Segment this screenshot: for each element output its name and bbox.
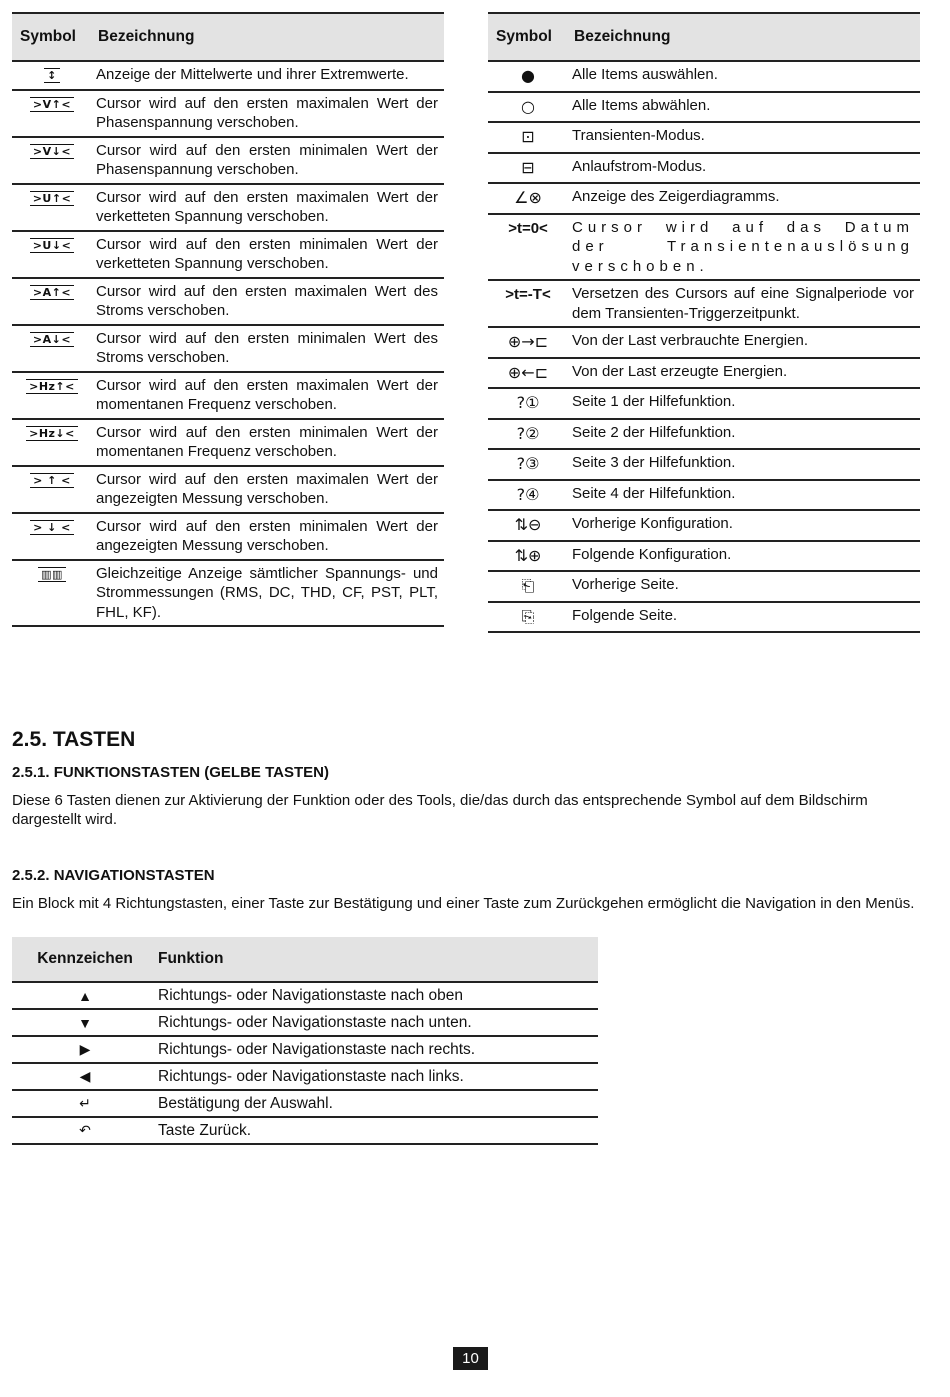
symbol-cell [12,184,90,231]
symbol-cell [488,183,566,214]
symbol-cell [12,372,90,419]
function-column-header: Funktion [158,937,598,982]
help-page-4-icon: ?④ [516,484,540,504]
table-row [12,325,444,372]
cursor-max-current-icon: >A↑< [30,285,74,300]
table-row [488,388,920,419]
symbol-cell [12,137,90,184]
table-row [12,1063,598,1090]
previous-configuration-icon: ⇅⊖ [514,515,542,534]
table-row [488,183,920,214]
right-symbol-table [488,12,920,633]
table-row [488,358,920,389]
select-all-icon: ● [521,66,535,85]
table-row [12,982,598,1009]
description-cell: Cursor wird auf den ersten maximalen Wert der momentanen Frequenz verschoben. [90,372,444,419]
table-row [12,1090,598,1117]
table-row [488,61,920,92]
function-cell: Bestätigung der Auswahl. [158,1090,598,1117]
table-row [12,419,444,466]
description-cell: Cursor wird auf den ersten minimalen Wert der angezeigten Messung verschoben. [90,513,444,560]
navigation-keys-text: Ein Block mit 4 Richtungstasten, einer Taste zur Bestätigung und einer Taste zum Zurückgehen ermöglicht die Navigation in den Menüs. [12,895,915,912]
table-row [488,153,920,184]
description-cell: Cursor wird auf den ersten maximalen Wert der angezeigten Messung verschoben. [90,466,444,513]
function-cell: Taste Zurück. [158,1117,598,1144]
table-row [12,137,444,184]
arrow-left-icon: ◀ [12,1063,158,1090]
arrow-up-icon: ▲ [12,982,158,1009]
symbol-cell [488,510,566,541]
cursor-max-phase-voltage-icon: >V↑< [30,97,74,112]
energy-generated-icon: ⊕←⊏ [507,362,549,382]
symbol-cell [12,325,90,372]
table-row [12,466,444,513]
enter-icon: ↵ [12,1090,158,1117]
cursor-min-phase-voltage-icon: >V↓< [30,144,74,159]
function-cell: Richtungs- oder Navigationstaste nach links. [158,1063,598,1090]
description-cell: Gleichzeitige Anzeige sämtlicher Spannungs- und Strommessungen (RMS, DC, THD, CF, PST, PLT, FHL, KF). [90,560,444,627]
cursor-min-frequency-icon: >Hz↓< [26,426,78,441]
cursor-min-measurement-icon: > ↓ < [30,520,74,535]
table-row [12,1009,598,1036]
description-cell: Cursor wird auf den ersten minimalen Wert des Stroms verschoben. [90,325,444,372]
help-page-1-icon: ?① [516,393,540,412]
energy-consumed-icon: ⊕→⊏ [507,332,549,351]
key-column-header: Kennzeichen [12,937,158,982]
symbol-cell [488,480,566,511]
table-row [488,122,920,153]
table-header-row [12,13,444,61]
symbol-cell [488,280,566,327]
symbol-cell [488,214,566,281]
symbol-cell [12,61,90,90]
symbol-cell [12,90,90,137]
function-cell: Richtungs- oder Navigationstaste nach rechts. [158,1036,598,1063]
description-cell: Anzeige des Zeigerdiagramms. [566,183,920,214]
table-row [488,510,920,541]
label-column-header: Bezeichnung [90,13,444,61]
table-row [488,327,920,358]
table-row [12,61,444,90]
cursor-min-line-voltage-icon: >U↓< [30,238,75,253]
table-row [488,602,920,633]
cursor-min-current-icon: >A↓< [30,332,74,347]
mean-extremes-icon: ↕ [44,68,60,83]
table-row [488,280,920,327]
symbol-cell [12,560,90,627]
symbol-cell [488,602,566,633]
function-keys-text: Diese 6 Tasten dienen zur Aktivierung der Funktion oder des Tools, die/das durch das entsprechende Symbol auf dem Bildschirm dargestellt wird. [12,792,868,828]
symbol-cell [12,466,90,513]
description-cell: Von der Last erzeugte Energien. [566,358,920,389]
previous-page-icon: ⎗ [521,576,535,595]
table-row [12,231,444,278]
help-page-2-icon: ?② [516,423,540,443]
description-cell: Folgende Konfiguration. [566,541,920,572]
table-row [12,1036,598,1063]
function-cell: Richtungs- oder Navigationstaste nach oben [158,982,598,1009]
table-row [488,541,920,572]
description-cell: Cursor wird auf den ersten maximalen Wert des Stroms verschoben. [90,278,444,325]
symbol-cell [488,327,566,358]
phasor-diagram-icon: ∠⊗ [514,188,542,207]
table-row [12,1117,598,1144]
symbol-cell [12,419,90,466]
table-row [488,449,920,480]
table-row [488,571,920,602]
table-header-row [12,937,598,982]
symbol-column-header: Symbol [12,13,90,61]
table-row [12,184,444,231]
symbol-text: >t=-T< [505,286,551,303]
symbol-cell [488,92,566,123]
symbol-cell [488,61,566,92]
description-cell: Seite 4 der Hilfefunktion. [566,480,920,511]
page-number: 10 [453,1347,488,1370]
table-row [488,214,920,281]
description-cell: Folgende Seite. [566,602,920,633]
arrow-down-icon: ▼ [12,1009,158,1036]
description-cell: Seite 2 der Hilfefunktion. [566,419,920,450]
description-cell: Anlaufstrom-Modus. [566,153,920,184]
description-cell: Alle Items abwählen. [566,92,920,123]
label-column-header: Bezeichnung [566,13,920,61]
description-cell: Cursor wird auf den ersten maximalen Wert der verketteten Spannung verschoben. [90,184,444,231]
cursor-max-frequency-icon: >Hz↑< [26,379,78,394]
subsection-title-navigation-keys: 2.5.2. NAVIGATIONSTASTEN [12,867,215,884]
description-cell: Seite 1 der Hilfefunktion. [566,388,920,419]
transient-mode-icon: ⊡ [521,127,535,146]
cursor-max-measurement-icon: > ↑ < [30,473,74,488]
symbol-cell [488,122,566,153]
function-cell: Richtungs- oder Navigationstaste nach unten. [158,1009,598,1036]
symbol-cell [488,419,566,450]
cursor-max-line-voltage-icon: >U↑< [30,191,75,206]
description-cell: Vorherige Seite. [566,571,920,602]
description-cell: Anzeige der Mittelwerte und ihrer Extremwerte. [90,61,444,90]
table-row [12,90,444,137]
symbol-cell [488,388,566,419]
description-cell: Seite 3 der Hilfefunktion. [566,449,920,480]
subsection-title-function-keys: 2.5.1. FUNKTIONSTASTEN (GELBE TASTEN) [12,764,329,781]
symbol-cell [488,571,566,602]
description-cell: Cursor wird auf den ersten minimalen Wert der verketteten Spannung verschoben. [90,231,444,278]
description-cell: Cursor wird auf den ersten minimalen Wert der momentanen Frequenz verschoben. [90,419,444,466]
description-cell: Versetzen des Cursors auf eine Signalperiode vor dem Transienten-Triggerzeitpunkt. [566,280,920,327]
description-cell: Cursor wird auf das Datum der Transientenauslösung verschoben. [566,214,920,281]
symbol-cell [12,513,90,560]
description-cell: Cursor wird auf den ersten maximalen Wert der Phasenspannung verschoben. [90,90,444,137]
inrush-mode-icon: ⊟ [521,157,535,177]
description-cell: Vorherige Konfiguration. [566,510,920,541]
section-title: 2.5. TASTEN [12,728,136,751]
table-row [12,513,444,560]
symbol-column-header: Symbol [488,13,566,61]
symbol-cell [488,358,566,389]
table-header-row [488,13,920,61]
next-page-icon: ⎘ [521,606,535,626]
description-cell: Cursor wird auf den ersten minimalen Wert der Phasenspannung verschoben. [90,137,444,184]
table-row [12,372,444,419]
navigation-keys-table [12,937,598,1145]
symbol-cell [488,449,566,480]
table-row [488,419,920,450]
description-cell: Alle Items auswählen. [566,61,920,92]
table-row [488,480,920,511]
symbol-cell [12,231,90,278]
description-cell: Von der Last verbrauchte Energien. [566,327,920,358]
all-measurements-icon: ▥▥ [38,567,66,582]
description-cell: Transienten-Modus. [566,122,920,153]
table-row [12,278,444,325]
arrow-right-icon: ▶ [12,1036,158,1063]
symbol-cell [488,541,566,572]
help-page-3-icon: ?③ [516,454,540,473]
left-symbol-table [12,12,444,627]
symbol-text: >t=0< [508,219,548,237]
table-row [12,560,444,627]
next-configuration-icon: ⇅⊕ [514,545,542,565]
back-icon: ↶ [12,1117,158,1144]
table-row [488,92,920,123]
symbol-cell [488,153,566,184]
deselect-all-icon: ○ [521,96,535,116]
symbol-cell [12,278,90,325]
